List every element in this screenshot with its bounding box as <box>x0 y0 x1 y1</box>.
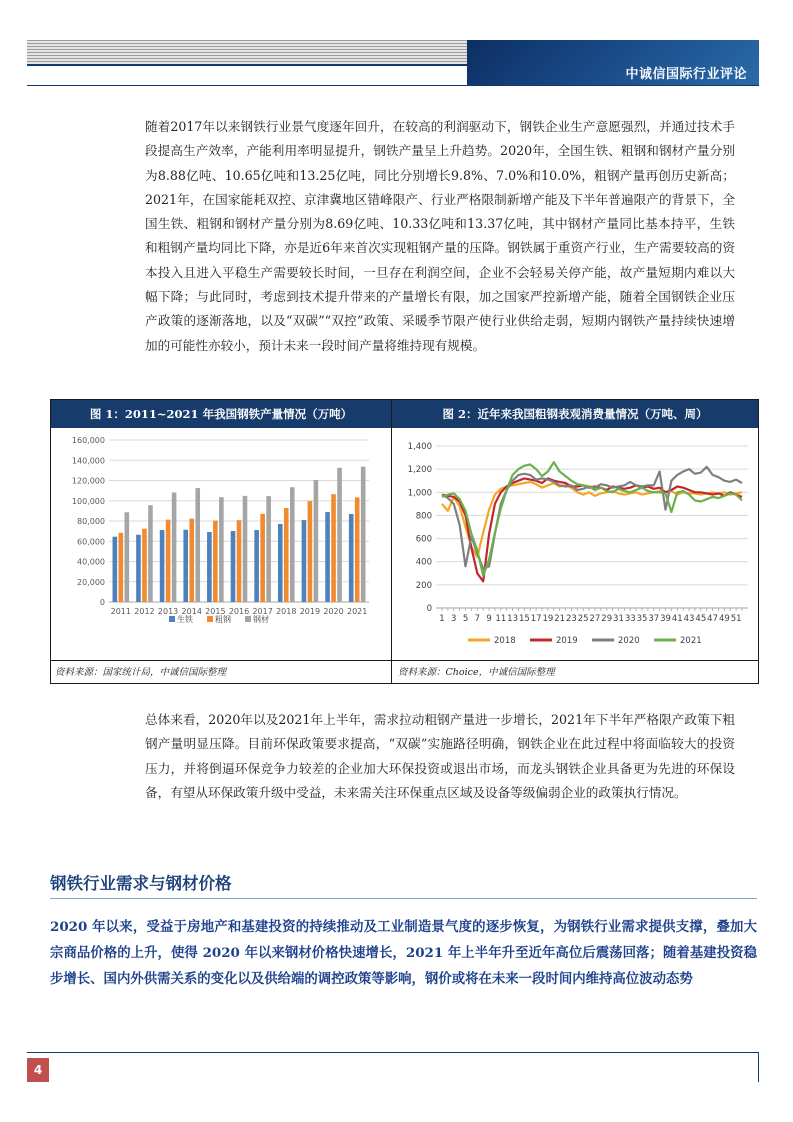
y-tick-label: 80,000 <box>77 517 105 526</box>
x-tick-label: 9 <box>486 614 492 624</box>
bar-生铁-2015 <box>207 532 212 602</box>
section-rule <box>50 898 757 899</box>
bar-粗钢-2016 <box>237 520 242 602</box>
bar-钢材-2013 <box>172 492 177 602</box>
bar-钢材-2018 <box>290 487 295 602</box>
x-tick-label: 2016 <box>228 607 250 616</box>
bar-粗钢-2011 <box>119 533 124 602</box>
x-tick-label: 11 <box>495 614 507 624</box>
x-tick-label: 2019 <box>299 607 321 616</box>
legend-swatch <box>245 616 251 622</box>
x-tick-label: 2014 <box>181 607 202 616</box>
x-tick-label: 15 <box>518 614 530 624</box>
y-tick-label: 0 <box>426 604 432 614</box>
legend-label: 生铁 <box>177 615 193 624</box>
body-paragraph-1: 随着2017年以来钢铁行业景气度逐年回升，在较高的利润驱动下，钢铁企业生产意愿强烈，并通过技术手段提高生产效率，产能利用率明显提升，钢铁产量呈上升趋势。2020年，全国生铁、粗钢和钢材产量分别为8.88亿吨、10.65亿吨和13.25亿吨，同比分别增长9.8%、7.0%和10.0%，粗钢产量再创历史新高；2021年，在国家能耗双控、京津冀地区错峰限产、行业严格限制新增产能及下半年普遍限产的背景下，全国生铁、粗钢和钢材产量分别为8.69亿吨、10.33亿吨和13.37亿吨，其中钢材产量同比基本持平，生铁和粗钢产量均同比下降，亦是近6年来首次实现粗钢产量的压降。钢铁属于重资产行业，生产需要较高的资本投入且进入平稳生产需要较长时间，一旦存在利润空间，企业不会轻易关停产能，故产量短期内难以大幅下降；与此同时，考虑到技术提升带来的产量增长有限，加之国家严控新增产能，随着全国钢铁企业压产政策的逐渐落地，以及“双碳”“双控”政策、采暖季节限产使行业供给走弱，短期内钢铁产量持续快速增加的可能性亦较小，预计未来一段时间产量将维持现有规模。 <box>145 119 735 353</box>
bar-粗钢-2021 <box>355 497 360 602</box>
section-summary: 2020 年以来，受益于房地产和基建投资的持续推动及工业制造景气度的逐步恢复，为钢铁行业需求提供支撑，叠加大宗商品价格的上升，使得 2020 年以来钢材价格快速增长，2021 年上半年升至近年高位后震荡回落；随着基建投资稳步增长、国内外供需关系的变化以及供给端的调控政策等影响，钢价或将在未来一段时间内维持高位波动态势 <box>50 919 757 987</box>
x-tick-label: 21 <box>554 614 566 624</box>
y-tick-label: 120,000 <box>71 476 105 486</box>
legend-label: 2019 <box>556 636 578 646</box>
x-tick-label: 2012 <box>134 607 155 616</box>
section-title: 钢铁行业需求与钢材价格 <box>50 874 232 893</box>
figure-2-title: 图 2：近年来我国粗钢表观消费量情况（万吨、周） <box>392 400 758 428</box>
x-tick-label: 49 <box>718 614 730 624</box>
y-tick-label: 1,400 <box>407 442 432 452</box>
bar-生铁-2018 <box>278 524 283 602</box>
legend-swatch <box>169 616 175 622</box>
bar-粗钢-2014 <box>189 519 194 602</box>
bar-生铁-2011 <box>113 537 118 602</box>
x-tick-label: 3 <box>451 614 457 624</box>
x-tick-label: 19 <box>542 614 554 624</box>
x-tick-label: 29 <box>601 614 613 624</box>
x-tick-label: 2021 <box>347 607 368 616</box>
x-tick-label: 1 <box>439 614 445 624</box>
legend-label: 2018 <box>494 636 516 646</box>
header-banner <box>467 40 759 86</box>
y-tick-label: 100,000 <box>71 496 105 506</box>
figure-1-source: 资料来源：国家统计局，中诚信国际整理 <box>55 667 227 678</box>
bar-生铁-2019 <box>302 520 307 602</box>
bar-钢材-2020 <box>337 468 342 602</box>
legend-label: 钢材 <box>253 615 269 624</box>
x-tick-label: 2015 <box>205 607 226 616</box>
x-tick-label: 35 <box>636 614 648 624</box>
bar-粗钢-2018 <box>284 508 289 602</box>
x-tick-label: 31 <box>613 614 624 624</box>
header-title: 中诚信国际行业评论 <box>625 67 747 82</box>
bar-chart-steel-output <box>51 430 391 660</box>
x-tick-label: 47 <box>707 614 719 624</box>
bar-粗钢-2017 <box>260 514 265 602</box>
bar-钢材-2011 <box>125 512 130 602</box>
x-tick-label: 2013 <box>157 607 179 616</box>
bar-生铁-2014 <box>183 530 188 602</box>
bar-生铁-2012 <box>136 535 141 602</box>
header-stripes <box>27 40 467 64</box>
header-bottom-rule <box>27 85 759 86</box>
bar-钢材-2019 <box>314 480 319 602</box>
x-tick-label: 25 <box>577 614 589 624</box>
x-tick-label: 2011 <box>110 607 131 616</box>
figure-2-source: 资料来源：Choice，中诚信国际整理 <box>398 667 555 678</box>
y-tick-label: 400 <box>415 557 432 568</box>
legend-label: 粗钢 <box>215 615 231 624</box>
header-rule <box>27 64 467 66</box>
y-tick-label: 0 <box>99 598 105 607</box>
figure-1-title: 图 1：2011~2021 年我国钢铁产量情况（万吨） <box>51 400 391 428</box>
x-tick-label: 2018 <box>276 607 297 616</box>
bar-钢材-2014 <box>195 488 200 602</box>
bar-钢材-2021 <box>361 467 366 602</box>
y-tick-label: 40,000 <box>77 557 105 567</box>
bar-钢材-2016 <box>243 496 248 602</box>
bar-生铁-2016 <box>231 531 236 602</box>
x-tick-label: 39 <box>660 614 671 624</box>
y-tick-label: 1,000 <box>407 488 432 499</box>
x-tick-label: 37 <box>648 614 660 624</box>
x-tick-label: 2020 <box>323 607 344 616</box>
x-tick-label: 27 <box>589 614 601 624</box>
legend-label: 2021 <box>680 636 702 646</box>
legend-label: 2020 <box>618 636 640 646</box>
bar-生铁-2020 <box>325 512 330 602</box>
y-tick-label: 600 <box>415 534 432 545</box>
footer-side-rule <box>758 1052 759 1082</box>
line-chart-crude-steel-consumption <box>392 430 758 660</box>
y-tick-label: 800 <box>415 511 432 522</box>
y-tick-label: 1,200 <box>407 465 432 476</box>
x-tick-label: 41 <box>671 614 683 624</box>
x-tick-label: 33 <box>624 614 636 624</box>
footer-rule <box>27 1052 759 1053</box>
x-tick-label: 2017 <box>252 607 273 616</box>
y-tick-label: 200 <box>415 580 432 591</box>
bar-粗钢-2020 <box>331 494 336 602</box>
x-tick-label: 17 <box>530 614 542 624</box>
figure-source-rule <box>51 660 758 661</box>
x-tick-label: 51 <box>730 614 742 624</box>
x-tick-label: 23 <box>565 614 577 624</box>
x-tick-label: 43 <box>683 614 695 624</box>
bar-粗钢-2015 <box>213 521 218 602</box>
page-number: 4 <box>27 1058 49 1082</box>
bar-生铁-2017 <box>254 530 259 602</box>
x-tick-label: 5 <box>462 614 469 624</box>
bar-生铁-2021 <box>349 514 354 602</box>
bar-粗钢-2013 <box>166 520 171 602</box>
bar-生铁-2013 <box>160 530 165 602</box>
bar-钢材-2017 <box>266 496 271 602</box>
y-tick-label: 60,000 <box>77 537 105 547</box>
x-tick-label: 45 <box>695 614 707 624</box>
bar-钢材-2015 <box>219 497 224 602</box>
y-tick-label: 140,000 <box>71 456 105 466</box>
bar-粗钢-2012 <box>142 529 147 602</box>
bar-粗钢-2019 <box>308 501 313 602</box>
bar-钢材-2012 <box>148 505 153 602</box>
body-paragraph-2: 总体来看，2020年以及2021年上半年，需求拉动粗钢产量进一步增长，2021年下半年严格限产政策下粗钢产量明显压降。目前环保政策要求提高，“双碳”实施路径明确，钢铁企业在此过程中将面临较大的投资压力，并将倒逼环保竞争力较差的企业加大环保投资或退出市场，而龙头钢铁企业具备更为先进的环保设备，有望从环保政策升级中受益，未来需关注环保重点区域及设备等级偏弱企业的政策执行情况。 <box>145 712 735 800</box>
x-tick-label: 13 <box>507 614 519 624</box>
y-tick-label: 20,000 <box>77 577 105 587</box>
x-tick-label: 7 <box>474 614 481 624</box>
legend-swatch <box>207 616 213 622</box>
figure-box <box>50 399 759 684</box>
y-tick-label: 160,000 <box>71 436 105 445</box>
